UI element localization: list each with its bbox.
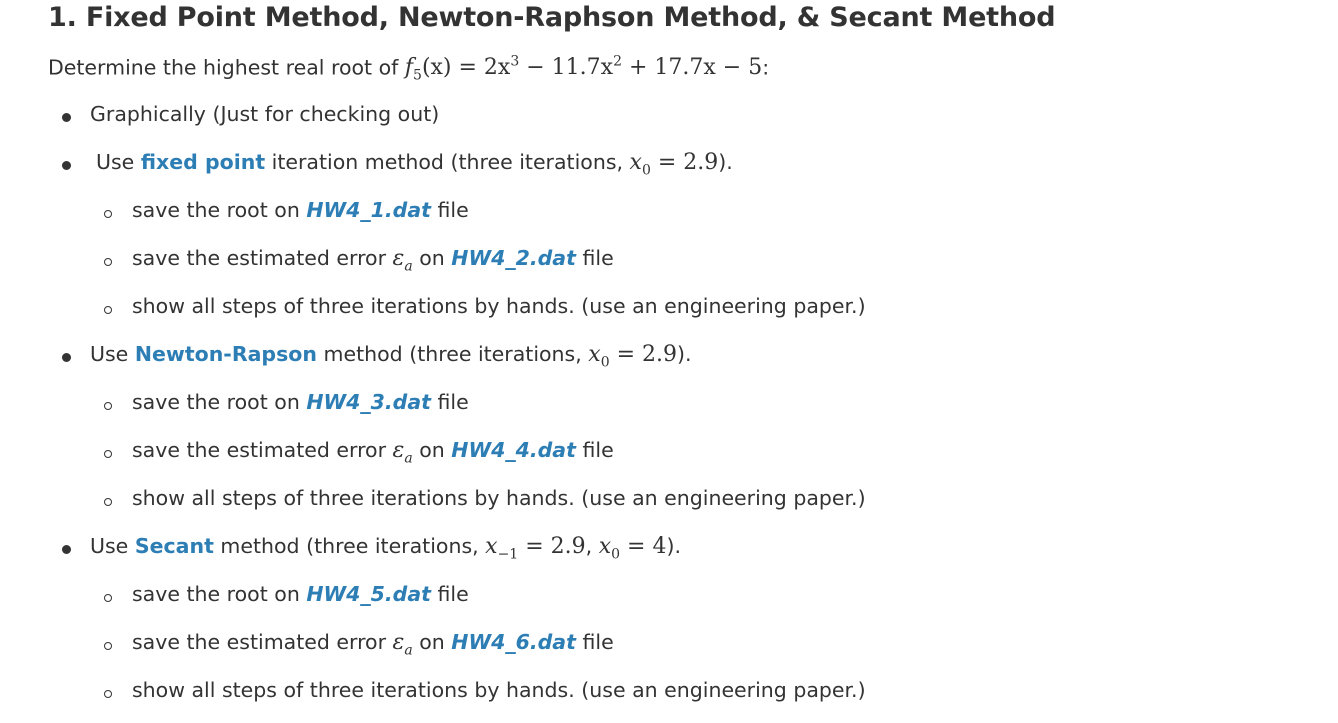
bullet-disc-icon <box>62 545 71 554</box>
sub-item-save-root: save the root on HW4_3.dat file <box>132 390 469 414</box>
bullet-disc-icon <box>62 353 71 362</box>
sub-item-save-root: save the root on HW4_5.dat file <box>132 582 469 606</box>
bullet-circle-icon <box>104 258 112 266</box>
sub-item-save-root: save the root on HW4_1.dat file <box>132 198 469 222</box>
method-secant: Secant <box>134 534 214 558</box>
bullet-circle-icon <box>104 210 112 218</box>
sub-item-show-steps: show all steps of three iterations by hands. (use an engineering paper.) <box>132 486 866 510</box>
sub-item-save-error: save the estimated error $\varepsilon_a$ on HW4_2.dat file <box>132 246 614 275</box>
bullet-circle-icon <box>104 690 112 698</box>
file-name: HW4_4.dat <box>451 438 576 462</box>
intro-prefix: Determine the highest real root of <box>48 55 405 80</box>
bullet-disc-icon <box>62 161 71 170</box>
file-name: HW4_2.dat <box>451 246 576 270</box>
function-formula: $f_5(x) = 2x^3 - 11.7x^2 + 17.7x - 5$ <box>404 54 763 84</box>
section-heading: 1. Fixed Point Method, Newton-Raphson Method, & Secant Method <box>48 2 1056 33</box>
bullet-circle-icon <box>104 450 112 458</box>
bullet-circle-icon <box>104 498 112 506</box>
method-newton-rapson: Newton-Rapson <box>134 342 317 366</box>
sub-item-show-steps: show all steps of three iterations by hands. (use an engineering paper.) <box>132 678 866 702</box>
intro-paragraph <box>48 54 769 84</box>
bullet-circle-icon <box>104 594 112 602</box>
sub-item-show-steps: show all steps of three iterations by hands. (use an engineering paper.) <box>132 294 866 318</box>
file-name: HW4_1.dat <box>306 198 431 222</box>
sub-item-save-error: save the estimated error $\varepsilon_a$ on HW4_4.dat file <box>132 438 614 467</box>
file-name: HW4_3.dat <box>306 390 431 414</box>
list-item-graphically: Graphically (Just for checking out) <box>90 102 440 126</box>
bullet-disc-icon <box>62 113 71 122</box>
list-item-newton-rapson: Use Newton-Rapson method (three iterations, $x_0 = 2.9$). <box>90 342 692 371</box>
file-name: HW4_5.dat <box>306 582 431 606</box>
bullet-circle-icon <box>104 306 112 314</box>
file-name: HW4_6.dat <box>451 630 576 654</box>
list-item-secant: Use Secant method (three iterations, $x_{-1} = 2.9$, $x_0 = 4$). <box>90 534 681 563</box>
intro-suffix: : <box>762 55 770 80</box>
bullet-circle-icon <box>104 642 112 650</box>
method-fixed-point: fixed point <box>140 150 266 174</box>
list-item-fixed-point: Use fixed point iteration method (three iterations, $x_0 = 2.9$). <box>96 150 733 179</box>
bullet-circle-icon <box>104 402 112 410</box>
sub-item-save-error: save the estimated error $\varepsilon_a$ on HW4_6.dat file <box>132 630 614 659</box>
